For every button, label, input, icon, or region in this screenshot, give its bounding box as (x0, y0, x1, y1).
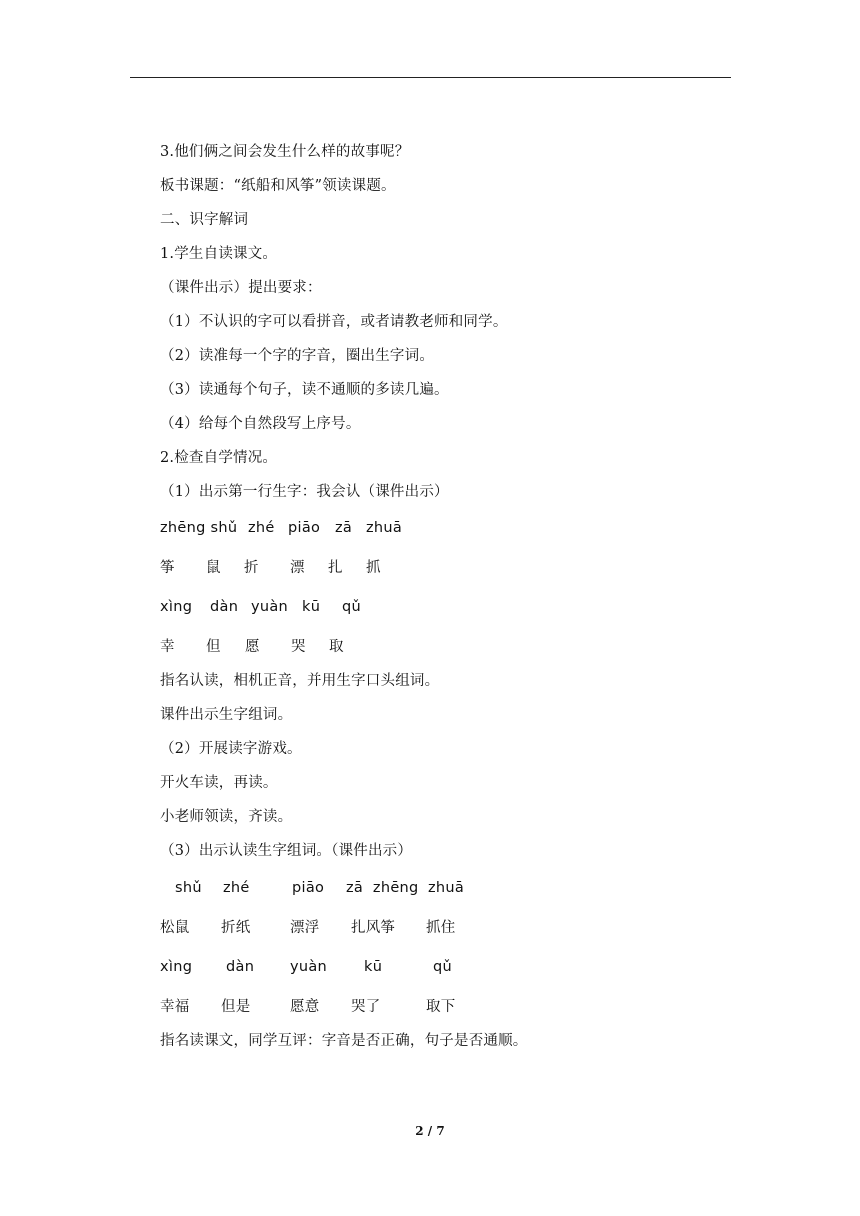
pinyin: qǔ (433, 959, 452, 975)
pinyin: xìng (160, 599, 193, 615)
word: 松鼠 (160, 920, 190, 936)
character: 筝 (160, 560, 175, 576)
character: 幸 (160, 639, 175, 655)
character: 漂 (290, 560, 305, 576)
pinyin: xìng (160, 959, 193, 975)
pinyin: yuàn (290, 959, 328, 975)
section-heading: 二、识字解词 (160, 212, 249, 228)
pinyin: yuàn (251, 599, 289, 615)
page-number: 2 / 7 (415, 1124, 445, 1138)
pinyin: shǔ (175, 880, 202, 896)
text-line-self-read: 1.学生自读课文。 (160, 246, 278, 262)
character: 鼠 (206, 560, 221, 576)
word: 漂浮 (290, 920, 320, 936)
text-line-question: 3.他们俩之间会发生什么样的故事呢？ (160, 144, 410, 160)
pinyin: zhé (223, 880, 250, 896)
text-line-requirements: （课件出示）提出要求： (160, 280, 322, 296)
word: 取下 (426, 999, 456, 1015)
pinyin: dàn (226, 959, 255, 975)
pinyin: qǔ (342, 599, 361, 615)
text-line-peer-review: 指名读课文，同学互评：字音是否正确，句子是否通顺。 (160, 1033, 528, 1049)
word: 哭了 (351, 999, 381, 1015)
pinyin: zhuā (366, 520, 403, 536)
pinyin: zā (335, 520, 353, 536)
pinyin: kū (364, 959, 383, 975)
text-line-board-title: 板书课题：“纸船和风筝”领读课题。 (160, 178, 396, 194)
pinyin: piāo (288, 520, 321, 536)
text-line-show-chars: （1）出示第一行生字：我会认（课件出示） (160, 484, 449, 500)
text-line-check: 2.检查自学情况。 (160, 450, 278, 466)
character: 愿 (245, 639, 260, 655)
pinyin: zhuā (428, 880, 465, 896)
text-line-show-words: 课件出示生字组词。 (160, 707, 293, 723)
character: 抓 (366, 560, 381, 576)
pinyin: zā zhēng (346, 880, 419, 896)
word: 扎风筝 (351, 920, 396, 936)
pinyin: dàn (210, 599, 239, 615)
character: 折 (244, 560, 259, 576)
header-rule (130, 77, 731, 78)
text-line-req-3: （3）读通每个句子，读不通顺的多读几遍。 (160, 382, 449, 398)
text-line-req-2: （2）读准每一个字的字音，圈出生字词。 (160, 348, 435, 364)
text-line-read-aloud: 指名认读，相机正音，并用生字口头组词。 (160, 673, 440, 689)
word: 折纸 (221, 920, 251, 936)
character: 但 (206, 639, 221, 655)
pinyin: zhé (248, 520, 275, 536)
character: 哭 (291, 639, 306, 655)
text-line-lead-read: 小老师领读，齐读。 (160, 809, 293, 825)
character: 取 (329, 639, 344, 655)
text-line-show-word-groups: （3）出示认读生字组词。（课件出示） (160, 843, 413, 859)
word: 幸福 (160, 999, 190, 1015)
text-line-game: （2）开展读字游戏。 (160, 741, 302, 757)
text-line-req-1: （1）不认识的字可以看拼音，或者请教老师和同学。 (160, 314, 508, 330)
word: 但是 (221, 999, 251, 1015)
text-line-req-4: （4）给每个自然段写上序号。 (160, 416, 361, 432)
character: 扎 (328, 560, 343, 576)
word: 愿意 (290, 999, 320, 1015)
word: 抓住 (426, 920, 456, 936)
pinyin: piāo (292, 880, 325, 896)
pinyin: kū (302, 599, 321, 615)
pinyin: zhēng shǔ (160, 520, 238, 536)
text-line-train: 开火车读，再读。 (160, 775, 278, 791)
